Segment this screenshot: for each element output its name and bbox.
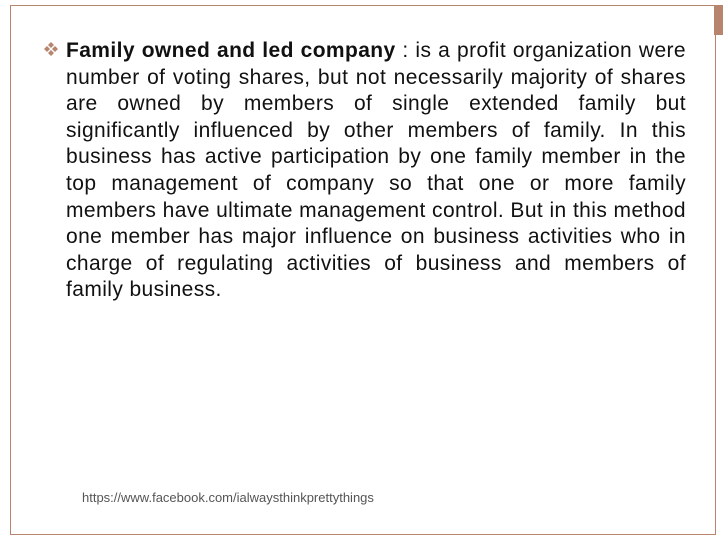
bullet-text (66, 38, 686, 304)
bullet-term: Family owned and led company (66, 39, 396, 62)
bullet-paragraph (44, 38, 686, 304)
bullet-body: : is a profit organization were number of voting shares, but not necessarily majority of shares are owned by members of single extended family but significantly influenced by other members of family. In this business has active participation by one family member in the top management of company so that one or more family members have ultimate management control. But in this method one member has major influence on business activities who in charge of regulating activities of business and members of family business. (66, 39, 686, 302)
footer-url: https://www.facebook.com/ialwaysthinkprettythings (82, 490, 374, 505)
slide-accent-bar (714, 5, 723, 35)
diamond-bullet-icon (44, 42, 58, 56)
